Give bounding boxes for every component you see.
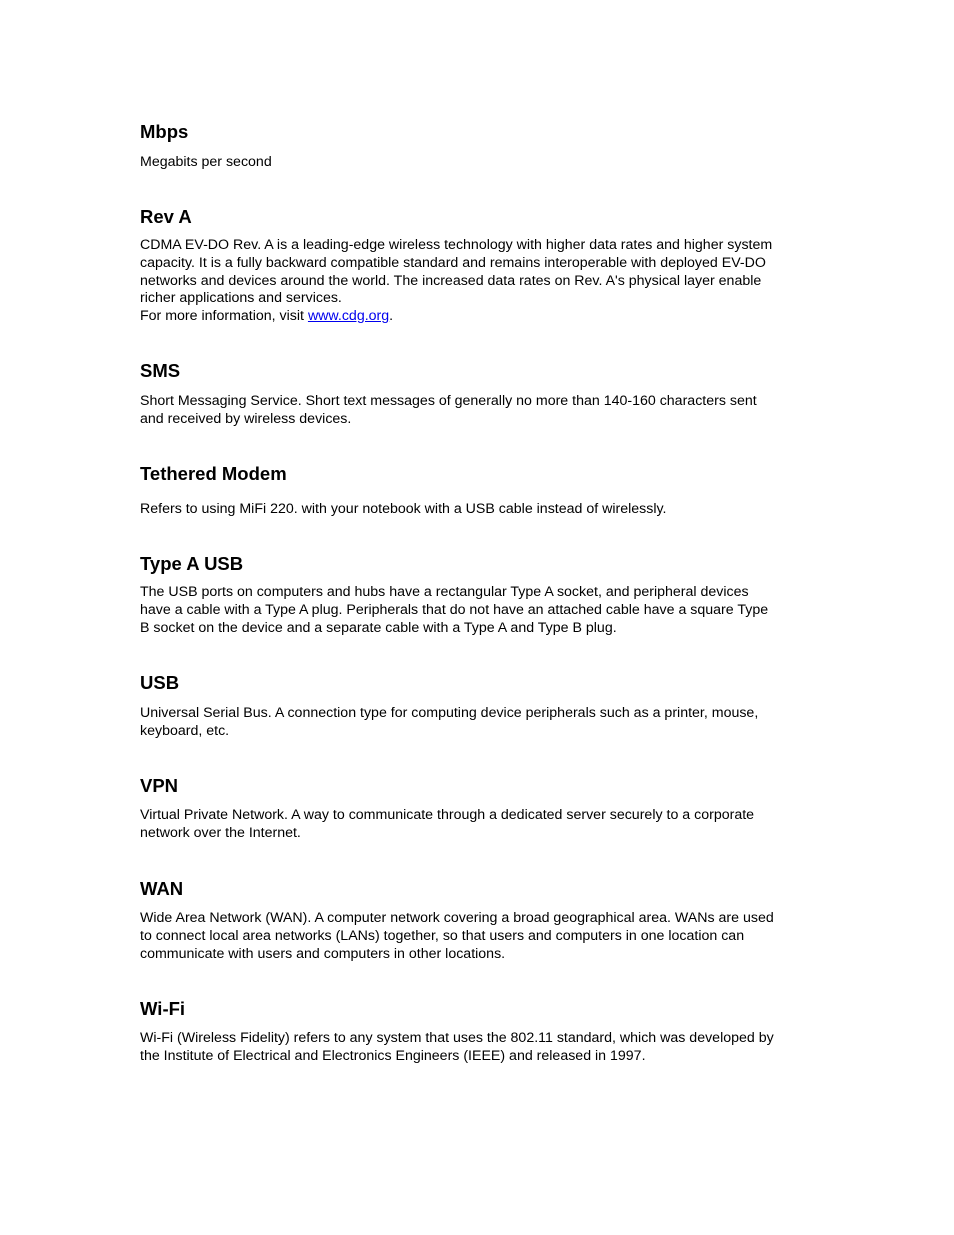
definition-line: Megabits per second — [140, 154, 272, 170]
definition-wi-fi — [140, 1030, 830, 1066]
definition-line: Refers to using MiFi 220. with your notebook with a USB cable instead of wirelessly. — [140, 501, 667, 517]
definition-line: capacity. It is a fully backward compatible standard and remains interoperable with deployed EV-DO — [140, 254, 766, 271]
definition-line: richer applications and services. — [140, 290, 342, 307]
definition-line: CDMA EV-DO Rev. A is a leading-edge wireless technology with higher data rates and higher system — [140, 237, 773, 253]
definition-line: network over the Internet. — [140, 824, 301, 841]
more-info-prefix: For more information, visit — [140, 308, 308, 325]
term-sms: SMS — [140, 360, 181, 381]
definition-vpn — [140, 807, 830, 843]
definition-line: communicate with users and computers in other locations. — [140, 945, 506, 962]
definition-line: networks and devices around the world. The increased data rates on Rev. A's physical layer enable — [140, 272, 762, 289]
term-rev-a: Rev A — [140, 206, 192, 227]
definition-usb — [140, 705, 830, 741]
more-info-suffix: . — [389, 308, 394, 325]
term-vpn: VPN — [140, 775, 179, 796]
definition-tethered-modem — [140, 501, 830, 519]
term-wi-fi: Wi-Fi — [140, 998, 186, 1019]
term-wan: WAN — [140, 878, 184, 899]
cdg-link[interactable]: www.cdg.org — [307, 308, 390, 325]
more-info-line — [140, 308, 830, 326]
definition-line: to connect local area networks (LANs) together, so that users and computers in one location can — [140, 927, 745, 944]
definition-sms — [140, 393, 830, 429]
definition-line: Universal Serial Bus. A connection type for computing device peripherals such as a printer, mouse, — [140, 705, 759, 721]
definition-line: Short Messaging Service. Short text messages of generally no more than 140-160 characters sent — [140, 393, 757, 409]
term-tethered-modem: Tethered Modem — [140, 463, 287, 484]
definition-wan — [140, 910, 830, 963]
definition-rev-a — [140, 237, 830, 326]
definition-line: the Institute of Electrical and Electronics Engineers (IEEE) and released in 1997. — [140, 1047, 646, 1064]
definition-line: keyboard, etc. — [140, 722, 230, 739]
term-usb: USB — [140, 672, 180, 693]
definition-line: Wi-Fi (Wireless Fidelity) refers to any system that uses the 802.11 standard, which was developed by — [140, 1030, 774, 1046]
term-mbps: Mbps — [140, 121, 189, 142]
definition-type-a-usb — [140, 584, 830, 637]
definition-line: Virtual Private Network. A way to communicate through a dedicated server securely to a corporate — [140, 807, 755, 823]
definition-line: have a cable with a Type A plug. Peripherals that do not have an attached cable have a square Type — [140, 601, 769, 618]
definition-line: and received by wireless devices. — [140, 410, 352, 427]
definition-line: The USB ports on computers and hubs have a rectangular Type A socket, and peripheral devices — [140, 584, 749, 600]
definition-mbps — [140, 154, 830, 172]
definition-line: B socket on the device and a separate cable with a Type A and Type B plug. — [140, 619, 617, 636]
definition-line: Wide Area Network (WAN). A computer network covering a broad geographical area. WANs are used — [140, 910, 774, 926]
term-type-a-usb: Type A USB — [140, 553, 244, 574]
